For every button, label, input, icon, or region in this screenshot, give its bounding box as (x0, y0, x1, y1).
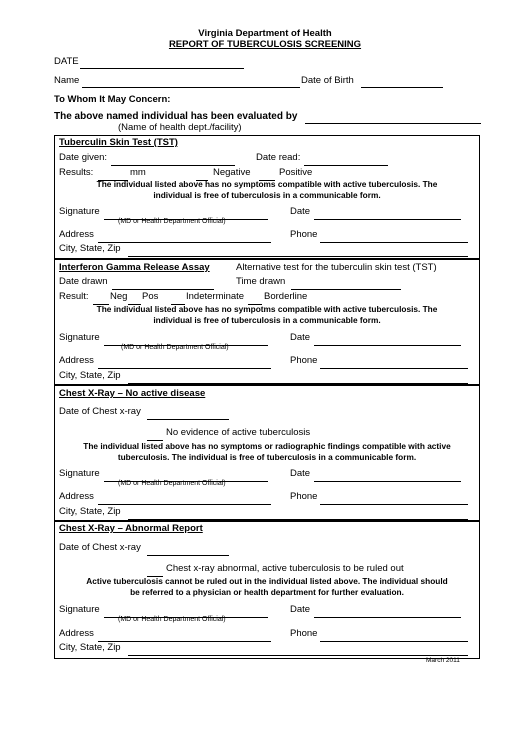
igra-city-label: City, State, Zip (59, 370, 121, 381)
tst-heading: Tuberculin Skin Test (TST) (59, 137, 178, 148)
igra-date-drawn-field[interactable] (112, 279, 214, 290)
igra-pos-label: Pos (142, 291, 159, 302)
tst-phone-field[interactable] (320, 232, 468, 243)
tst-negative-label: Negative (213, 167, 251, 178)
cxr-normal-heading: Chest X-Ray – No active disease (59, 388, 206, 399)
dob-field[interactable] (361, 77, 443, 88)
tst-signature-label: Signature (59, 206, 100, 217)
igra-alt-note: Alternative test for the tuberculin skin test (TST) (236, 262, 437, 273)
tst-date-field[interactable] (314, 209, 461, 220)
cxr-normal-city-label: City, State, Zip (59, 506, 121, 517)
cxr-abnormal-phone-field[interactable] (320, 631, 468, 642)
cxr-normal-address-field[interactable] (98, 494, 271, 505)
igra-time-drawn-label: Time drawn (236, 276, 286, 287)
tst-statement (56, 179, 478, 201)
name-label: Name (54, 75, 80, 86)
cxr-normal-date-field[interactable] (147, 409, 229, 420)
cxr-abnormal-signature-hint: (MD or Health Department Official) (118, 616, 226, 623)
igra-address-label: Address (59, 355, 94, 366)
tst-statement-line-2: individual is free of tuberculosis in a communicable form. (153, 190, 381, 200)
cxr-abnormal-address-field[interactable] (98, 631, 271, 642)
igra-date-field[interactable] (314, 335, 461, 346)
evaluated-by-field[interactable] (305, 113, 481, 124)
cxr-abnormal-phone-label: Phone (290, 628, 318, 639)
cxr-normal-option-label: No evidence of active tuberculosis (166, 427, 311, 438)
tst-address-label: Address (59, 229, 94, 240)
tst-date-label: Date (290, 206, 311, 217)
tst-date-read-label: Date read: (256, 152, 301, 163)
evaluated-by-hint: (Name of health dept./facility) (118, 122, 242, 133)
igra-phone-label: Phone (290, 355, 318, 366)
name-field[interactable] (82, 77, 300, 88)
cxr-abnormal-statement (56, 576, 478, 598)
revision-date: March 2011 (426, 657, 460, 664)
cxr-normal-signature-label: Signature (59, 468, 100, 479)
tst-phone-label: Phone (290, 229, 318, 240)
igra-statement (56, 304, 478, 326)
cxr-abnormal-option-label: Chest x-ray abnormal, active tuberculosis to be ruled out (166, 563, 404, 574)
tst-city-label: City, State, Zip (59, 243, 121, 254)
cxr-normal-statement-line-2: tuberculosis. The individual is free of tuberculosis in a communicable form. (117, 452, 417, 462)
cxr-normal-phone-field[interactable] (320, 494, 468, 505)
tst-date-given-label: Date given: (59, 152, 108, 163)
cxr-abnormal-date-label: Date of Chest x-ray (59, 542, 141, 553)
cxr-abnormal-address-label: Address (59, 628, 94, 639)
tst-city-field[interactable] (128, 246, 468, 257)
cxr-normal-date-label: Date of Chest x-ray (59, 406, 141, 417)
tst-date-read-field[interactable] (304, 155, 388, 166)
igra-signature-hint: (MD or Health Department Official) (121, 344, 229, 351)
cxr-abnormal-city-label: City, State, Zip (59, 642, 121, 653)
section-divider (54, 384, 480, 386)
igra-signature-label: Signature (59, 332, 100, 343)
tst-mm-unit: mm (130, 167, 146, 178)
date-label: DATE (54, 56, 79, 67)
tst-date-given-field[interactable] (111, 155, 235, 166)
igra-date-label: Date (290, 332, 311, 343)
tst-address-field[interactable] (98, 232, 271, 243)
tst-statement-line-1: The individual listed above has no symptoms compatible with active tuberculosis. The (96, 179, 438, 189)
evaluated-by-label: The above named individual has been evaluated by (54, 111, 298, 122)
date-field[interactable] (80, 58, 244, 69)
tst-results-label: Results: (59, 167, 94, 178)
cxr-normal-date-label-2: Date (290, 468, 311, 479)
igra-phone-field[interactable] (320, 358, 468, 369)
igra-borderline-label: Borderline (264, 291, 308, 302)
tst-positive-label: Positive (279, 167, 313, 178)
form-title: REPORT OF TUBERCULOSIS SCREENING (168, 39, 362, 50)
cxr-normal-statement (56, 441, 478, 463)
igra-neg-label: Neg (110, 291, 128, 302)
section-divider (54, 258, 480, 260)
igra-statement-line-1: The individual listed above has no sympotms compatible with active tuberculosis. The (96, 304, 438, 314)
cxr-abnormal-heading: Chest X-Ray – Abnormal Report (59, 523, 203, 534)
salutation: To Whom It May Concern: (54, 94, 171, 105)
cxr-normal-statement-line-1: The individual listed above has no symptoms or radiographic findings compatible with active (83, 441, 451, 451)
cxr-abnormal-date-label-2: Date (290, 604, 311, 615)
igra-result-label: Result: (59, 291, 89, 302)
igra-address-field[interactable] (98, 358, 271, 369)
igra-heading: Interferon Gamma Release Assay (59, 262, 210, 273)
cxr-abnormal-sign-date-field[interactable] (314, 607, 461, 618)
cxr-abnormal-statement-line-2: be referred to a physician or health department for further evaluation. (130, 587, 404, 597)
cxr-normal-city-field[interactable] (128, 509, 468, 520)
cxr-abnormal-statement-line-1: Active tuberculosis cannot be ruled out in the individual listed above. The individual should (86, 576, 448, 586)
cxr-normal-option-blank[interactable] (147, 430, 163, 441)
igra-city-field[interactable] (128, 373, 468, 384)
cxr-normal-address-label: Address (59, 491, 94, 502)
cxr-normal-signature-hint: (MD or Health Department Official) (118, 480, 226, 487)
org-title: Virginia Department of Health (198, 28, 332, 39)
igra-date-drawn-label: Date drawn (59, 276, 108, 287)
dob-label: Date of Birth (301, 75, 354, 86)
section-divider (54, 520, 480, 522)
igra-indeterminate-label: Indeterminate (186, 291, 245, 302)
igra-time-drawn-field[interactable] (291, 279, 401, 290)
cxr-abnormal-date-field[interactable] (147, 545, 229, 556)
tst-signature-hint: (MD or Health Department Official) (118, 218, 226, 225)
cxr-normal-sign-date-field[interactable] (314, 471, 461, 482)
igra-statement-line-2: individual is free of tuberculosis in a communicable form. (153, 315, 381, 325)
cxr-abnormal-city-field[interactable] (128, 645, 468, 656)
cxr-abnormal-signature-label: Signature (59, 604, 100, 615)
cxr-normal-phone-label: Phone (290, 491, 318, 502)
